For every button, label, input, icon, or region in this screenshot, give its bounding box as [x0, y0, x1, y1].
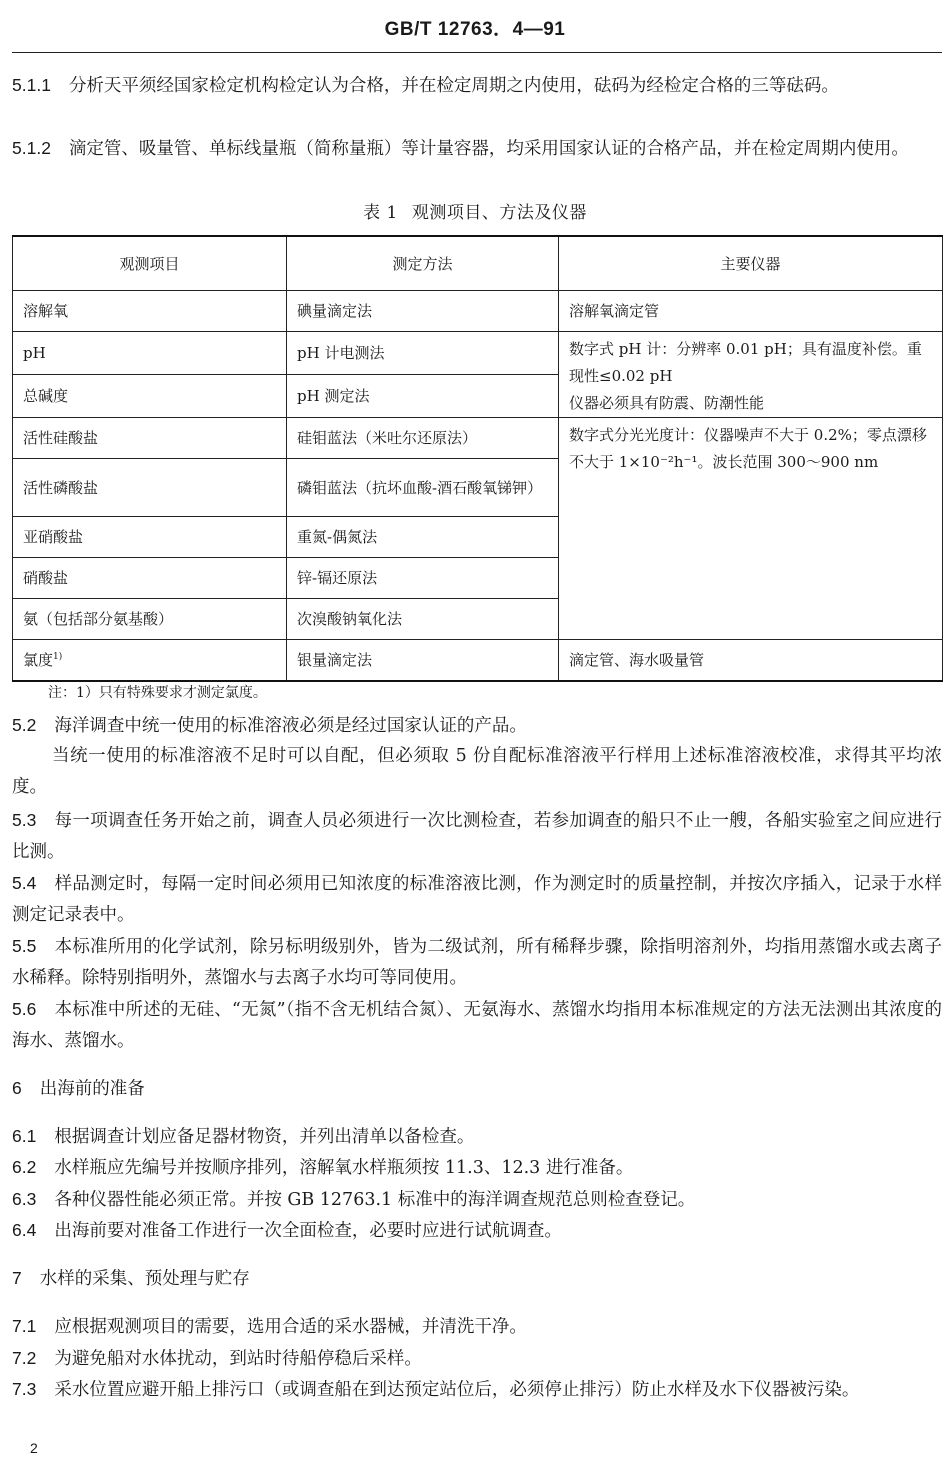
clause-5-6 — [12, 994, 942, 1057]
clause-5-1-1 — [12, 70, 942, 102]
cell-item: 活性硅酸盐 — [13, 418, 287, 459]
clause-text: 海洋调查中统一使用的标准溶液必须是经过国家认证的产品。 — [54, 716, 527, 736]
section-number: 7 — [12, 1268, 22, 1288]
header-method: 测定方法 — [287, 236, 559, 291]
clause-number: 7.3 — [12, 1379, 37, 1399]
clause-number: 6.1 — [12, 1126, 37, 1146]
clause-6-2 — [12, 1152, 942, 1184]
clause-6-1 — [12, 1121, 942, 1153]
cell-method: 锌-镉还原法 — [287, 558, 559, 599]
cell-method: pH 测定法 — [287, 375, 559, 418]
clause-text: 每一项调查任务开始之前，调查人员必须进行一次比测检查，若参加调查的船只不止一艘，各船实验室之间应进行比测。 — [12, 811, 942, 862]
cell-method: 重氮-偶氮法 — [287, 517, 559, 558]
clause-text: 应根据观测项目的需要，选用合适的采水器械，并清洗干净。 — [54, 1317, 527, 1337]
cell-method: 次溴酸钠氧化法 — [287, 599, 559, 640]
cell-item-text: 氯度 — [23, 650, 54, 669]
clause-number: 5.6 — [12, 999, 37, 1019]
cell-method: pH 计电测法 — [287, 332, 559, 375]
clause-text: 水样瓶应先编号并按顺序排列，溶解氧水样瓶须按 11.3、12.3 进行准备。 — [54, 1158, 634, 1178]
cell-item: 硝酸盐 — [13, 558, 287, 599]
clause-number: 5.5 — [12, 936, 37, 956]
clause-number: 5.1.1 — [12, 75, 51, 95]
clause-text: 根据调查计划应备足器材物资，并列出清单以备检查。 — [54, 1127, 475, 1147]
table-row — [13, 418, 943, 459]
clause-5-2 — [12, 710, 942, 742]
clause-number: 6.3 — [12, 1189, 37, 1209]
clause-text: 滴定管、吸量管、单标线量瓶（简称量瓶）等计量容器，均采用国家认证的合格产品，并在检定周期内使用。 — [68, 139, 909, 159]
header-item: 观测项目 — [13, 236, 287, 291]
cell-method: 磷钼蓝法（抗坏血酸-酒石酸氧锑钾） — [287, 459, 559, 517]
table-row — [13, 291, 943, 332]
header-instrument: 主要仪器 — [559, 236, 943, 291]
clause-text: 各种仪器性能必须正常。并按 GB 12763.1 标准中的海洋调查规范总则检查登记。 — [54, 1190, 696, 1210]
clause-6-3 — [12, 1184, 942, 1216]
table-caption — [0, 198, 950, 223]
cell-instrument-ph — [559, 332, 943, 418]
cell-method: 银量滴定法 — [287, 640, 559, 681]
cell-instrument: 滴定管、海水吸量管 — [559, 640, 943, 681]
footnote-marker: 1) — [53, 651, 63, 662]
page-number: 2 — [30, 1440, 38, 1456]
cell-item: 溶解氧 — [13, 291, 287, 332]
clause-number: 6.2 — [12, 1157, 37, 1177]
clause-text: 本标准中所述的无硅、“无氮”（指不含无机结合氮）、无氨海水、蒸馏水均指用本标准规定的方法无法测出其浓度的海水、蒸馏水。 — [12, 1000, 942, 1051]
clause-number: 7.2 — [12, 1348, 37, 1368]
cell-item: pH — [13, 332, 287, 375]
table-row — [13, 640, 943, 681]
clause-5-3 — [12, 805, 942, 868]
cell-item: 亚硝酸盐 — [13, 517, 287, 558]
clause-6-4 — [12, 1215, 942, 1247]
cell-instrument: 溶解氧滴定管 — [559, 291, 943, 332]
cell-method: 碘量滴定法 — [287, 291, 559, 332]
cell-item: 氨（包括部分氨基酸） — [13, 599, 287, 640]
cell-instrument-spectro: 数字式分光光度计：仪器噪声不大于 0.2%；零点漂移不大于 1×10⁻²h⁻¹。波长范围 300～900 nm — [559, 418, 943, 640]
cell-item: 总碱度 — [13, 375, 287, 418]
clause-number: 5.3 — [12, 810, 37, 830]
clause-text: 采水位置应避开船上排污口（或调查船在到达预定站位后，必须停止排污）防止水样及水下仪器被污染。 — [54, 1380, 860, 1400]
clause-text: 样品测定时，每隔一定时间必须用已知浓度的标准溶液比测，作为测定时的质量控制，并按次序插入，记录于水样测定记录表中。 — [12, 874, 942, 925]
clause-number: 6.4 — [12, 1220, 37, 1240]
clause-5-5 — [12, 931, 942, 994]
clause-text: 分析天平须经国家检定机构检定认为合格，并在检定周期之内使用，砝码为经检定合格的三等砝码。 — [68, 76, 839, 96]
section-6-heading — [12, 1073, 942, 1105]
clause-text: 本标准所用的化学试剂，除另标明级别外，皆为二级试剂，所有稀释步骤，除指明溶剂外，均指用蒸馏水或去离子水稀释。除特别指明外，蒸馏水与去离子水均可等同使用。 — [12, 937, 942, 988]
section-title: 水样的采集、预处理与贮存 — [39, 1269, 250, 1289]
clause-number: 5.1.2 — [12, 138, 51, 158]
table-note: 注：1）只有特殊要求才测定氯度。 — [48, 685, 267, 701]
cell-item — [13, 640, 287, 681]
section-number: 6 — [12, 1078, 22, 1098]
clause-number: 5.4 — [12, 873, 37, 893]
section-7-heading — [12, 1263, 942, 1295]
clause-text: 出海前要对准备工作进行一次全面检查，必要时应进行试航调查。 — [54, 1221, 562, 1241]
clause-text: 为避免船对水体扰动，到站时待船停稳后采样。 — [54, 1349, 422, 1369]
section-title: 出海前的准备 — [39, 1079, 145, 1099]
clause-5-2-cont: 当统一使用的标准溶液不足时可以自配，但必须取 5 份自配标准溶液平行样用上述标准溶液校准，求得其平均浓度。 — [12, 746, 942, 797]
clause-7-1 — [12, 1311, 942, 1343]
clause-number: 7.1 — [12, 1316, 37, 1336]
table-header-row — [13, 236, 943, 291]
clause-7-3 — [12, 1374, 942, 1406]
cell-method: 硅钼蓝法（米吐尔还原法） — [287, 418, 559, 459]
clause-5-1-2 — [12, 133, 942, 165]
instrument-ph-text-2: 仪器必须具有防震、防潮性能 — [569, 394, 765, 412]
table-caption-title: 观测项目、方法及仪器 — [411, 203, 587, 223]
header-rule — [12, 52, 942, 53]
observation-table — [12, 235, 943, 682]
clause-7-2 — [12, 1343, 942, 1375]
cell-item: 活性磷酸盐 — [13, 459, 287, 517]
clause-number: 5.2 — [12, 715, 37, 735]
table-row — [13, 332, 943, 375]
instrument-ph-text: 数字式 pH 计：分辨率 0.01 pH；具有温度补偿。重现性≤0.02 pH — [569, 340, 922, 385]
table-caption-number: 表 1 — [363, 203, 398, 223]
clause-5-4 — [12, 868, 942, 931]
page-header: GB/T 12763．4—91 — [384, 19, 566, 40]
